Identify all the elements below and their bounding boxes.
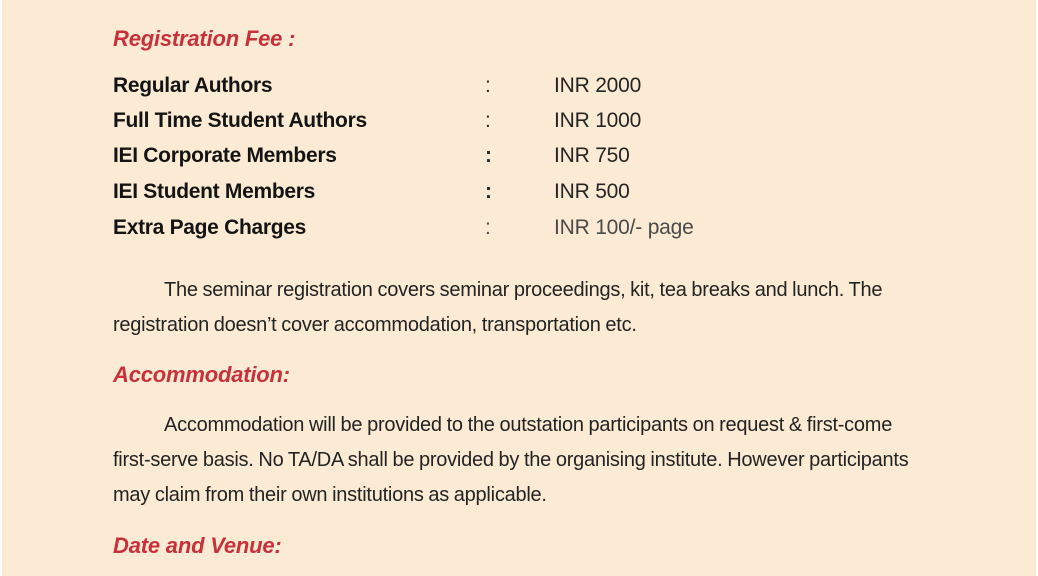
fee-label: Regular Authors <box>113 74 273 97</box>
date-venue-heading: Date and Venue: <box>113 533 282 558</box>
fee-row <box>113 144 813 174</box>
fee-separator: : <box>485 74 491 97</box>
fee-separator: : <box>485 144 492 167</box>
accommodation-heading: Accommodation: <box>113 362 290 387</box>
registration-note-paragraph <box>113 273 933 343</box>
fee-row <box>113 74 813 104</box>
accommodation-text: Accommodation will be provided to the outstation participants on request & first-come first-serve basis. No TA/DA shall be provided by the organising institute. However participants may claim from their own institutions as applicable. <box>113 414 909 506</box>
fee-row <box>113 109 813 139</box>
accommodation-paragraph <box>113 408 933 513</box>
page-border-left <box>0 0 2 576</box>
fee-amount: INR 500 <box>554 180 630 203</box>
fee-label: IEI Student Members <box>113 180 316 203</box>
fee-row <box>113 216 813 246</box>
registration-fee-heading: Registration Fee : <box>113 26 296 51</box>
fee-separator: : <box>485 180 492 203</box>
fee-label: Full Time Student Authors <box>113 109 367 132</box>
fee-separator: : <box>485 109 491 132</box>
fee-amount: INR 2000 <box>554 74 642 97</box>
fee-row <box>113 180 813 210</box>
registration-note-text: The seminar registration covers seminar proceedings, kit, tea breaks and lunch. The registration doesn’t cover accommodation, transportation etc. <box>113 279 883 336</box>
fee-amount: INR 100/- page <box>554 216 694 239</box>
fee-amount: INR 750 <box>554 144 630 167</box>
fee-separator: : <box>485 216 491 239</box>
fee-label: IEI Corporate Members <box>113 144 337 167</box>
fee-amount: INR 1000 <box>554 109 642 132</box>
fee-label: Extra Page Charges <box>113 216 307 239</box>
